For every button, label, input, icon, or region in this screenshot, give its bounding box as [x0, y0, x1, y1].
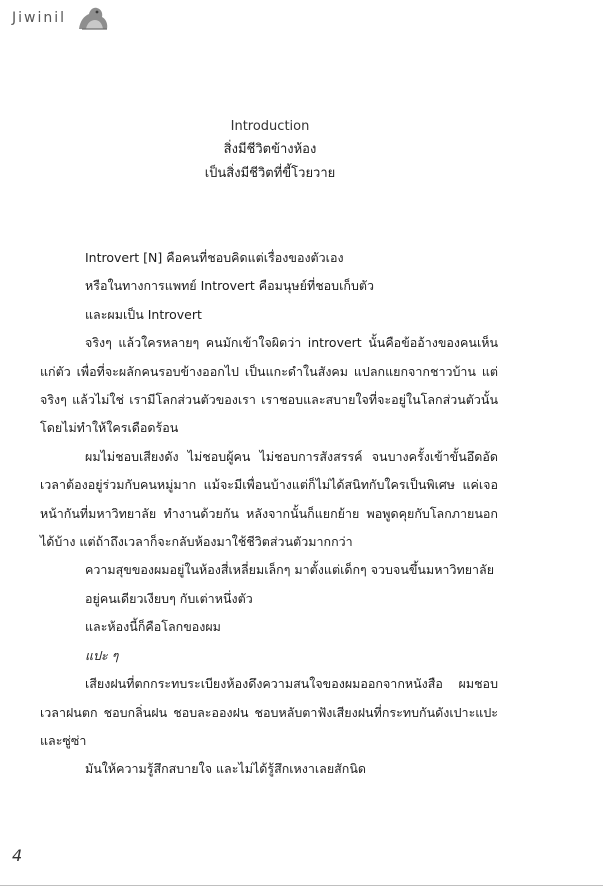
body-paragraph: แปะ ๆ — [85, 647, 119, 663]
chapter-title-thai-line-2: เป็นสิ่งมีชีวิตที่ขี้โวยวาย — [204, 166, 336, 181]
body-paragraph: ผมไม่ชอบเสียงดัง ไม่ชอบผู้คน ไม่ชอบการสังสรรค์ จนบางครั้งเข้าขั้นอึดอัดเวลาต้องอยู่ร่วมกับคนหมู่มาก แม้จะมีเพื่อนบ้างแต่ก็ไม่ได้สนิทกับใครเป็นพิเศษ แค่เจอหน้ากันที่มหาวิทยาลัย ทำงานด้วยกัน หลังจากนั้นก็แยกย้าย พอพูดคุยกับโลกภายนอกได้บ้าง แต่ถ้าถึงเวลาก็จะกลับห้องมาใช้ชีวิตส่วนตัวมากกว่า — [40, 448, 498, 550]
body-paragraph: ความสุขของผมอยู่ในห้องสี่เหลี่ยมเล็กๆ มาตั้งแต่เด็กๆ จวบจนขึ้นมหาวิทยาลัย — [85, 562, 495, 578]
body-paragraph: มันให้ความรู้สึกสบายใจ และไม่ได้รู้สึกเหงาเลยสักนิด — [85, 761, 367, 777]
body-paragraph: และห้องนี้ก็คือโลกของผม — [85, 619, 221, 635]
page-number: 4 — [12, 846, 23, 865]
footer-divider — [0, 885, 603, 886]
body-paragraph: อยู่คนเดียวเงียบๆ กับเต่าหนึ่งตัว — [85, 590, 253, 606]
chapter-title-thai-line-1: สิ่งมีชีวิตข้างห้อง — [223, 142, 317, 157]
chapter-title-block — [0, 116, 540, 186]
body-paragraph: หรือในทางการแพทย์ Introvert คือมนุษย์ที่ชอบเก็บตัว — [85, 278, 375, 294]
publisher-logo-text: Jiwinil — [12, 10, 67, 26]
page-header — [12, 4, 110, 32]
creature-logo-icon — [76, 4, 110, 32]
body-paragraph: Introvert [N] คือคนที่ชอบคิดแต่เรื่องของตัวเอง — [85, 250, 344, 265]
body-text — [40, 244, 498, 784]
body-paragraph: จริงๆ แล้วใครหลายๆ คนมักเข้าใจผิดว่า introvert นั้นคือข้ออ้างของคนเห็นแก่ตัว เพื่อที่จะผลักคนรอบข้างออกไป เป็นแกะดำในสังคม แปลกแยกจากชาวบ้าน แต่จริงๆ แล้วไม่ใช่ เรามีโลกส่วนตัวของเรา เราชอบและสบายใจที่จะอยู่ในโลกส่วนตัวนั้น โดยไม่ทำให้ใครเดือดร้อน — [40, 335, 498, 436]
body-paragraph: เสียงฝนที่ตกกระทบระเบียงห้องดึงความสนใจของผมออกจากหนังสือ ผมชอบเวลาฝนตก ชอบกลิ่นฝน ชอบละอองฝน ชอบหลับตาฟังเสียงฝนที่กระทบกันดังเปาะแปะและซู่ซ่า — [40, 676, 498, 748]
chapter-title-english: Introduction — [230, 119, 310, 134]
body-paragraph: และผมเป็น Introvert — [85, 306, 202, 322]
